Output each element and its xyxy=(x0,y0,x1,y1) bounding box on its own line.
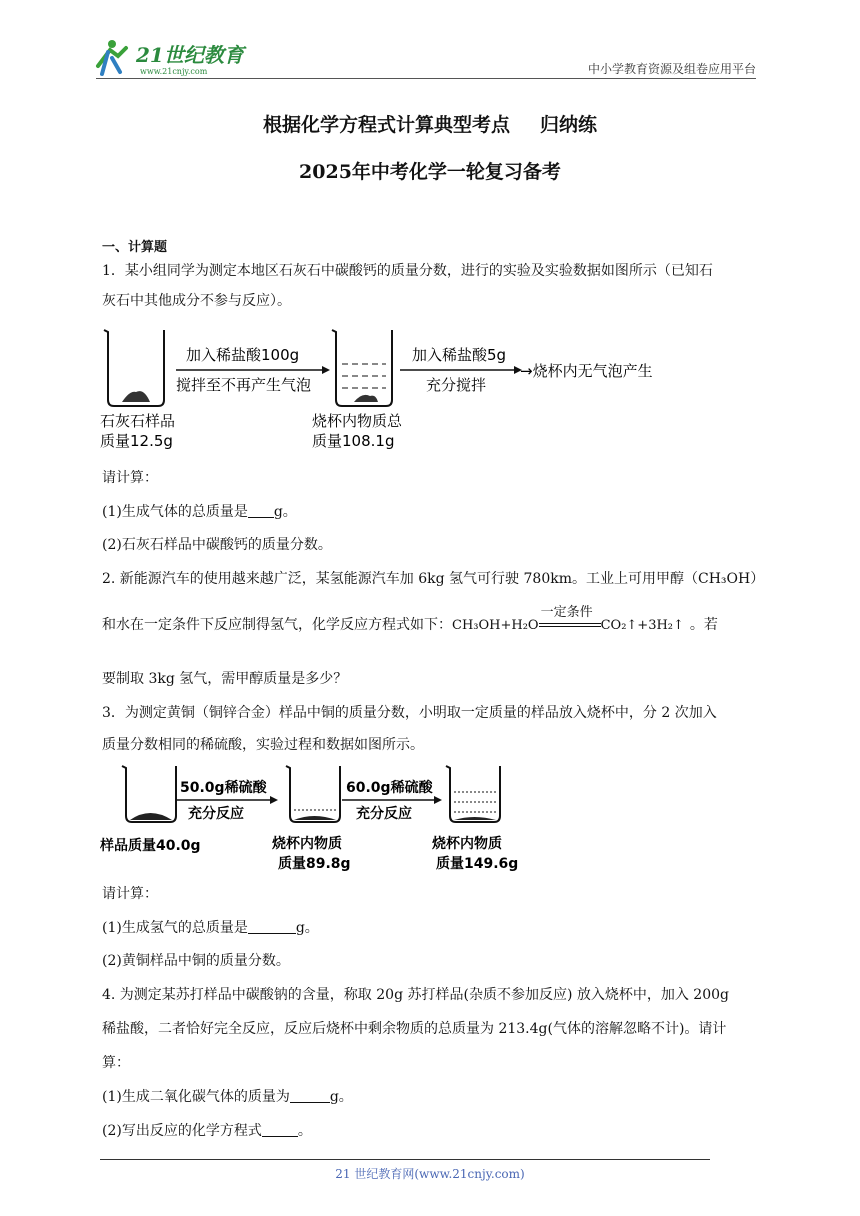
logo-text: 21世纪教育 xyxy=(136,43,244,67)
chemical-equation: CH₃OH+H₂O 一定条件 CO₂↑+3H₂↑ xyxy=(452,605,684,633)
section-heading: 一、计算题 xyxy=(102,240,168,255)
platform-name: 中小学教育资源及组卷应用平台 xyxy=(587,62,756,76)
svg-text:质量12.5g: 质量12.5g xyxy=(100,432,173,450)
footer-divider xyxy=(100,1159,710,1160)
q1-stem-2: 灰石中其他成分不参与反应）。 xyxy=(102,293,291,309)
site-logo xyxy=(92,36,262,80)
svg-text:样品质量40.0g: 样品质量40.0g xyxy=(100,838,201,854)
q3-part2: (2)黄铜样品中铜的质量分数。 xyxy=(102,953,290,969)
page-title: 根据化学方程式计算典型考点 归纳练 xyxy=(262,114,598,136)
runner-logo-icon xyxy=(98,40,126,74)
answer-blank[interactable] xyxy=(262,1122,298,1137)
q1-part2: (2)石灰石样品中碳酸钙的质量分数。 xyxy=(102,537,332,553)
beaker-icon xyxy=(104,330,164,406)
q4-line-2: 稀盐酸，二者恰好完全反应，反应后烧杯中剩余物质的总质量为 213.4g(气体的溶解忽略不计)。请计 xyxy=(102,1021,727,1037)
q1-ask: 请计算： xyxy=(102,470,158,486)
q3-stem-1: 3．为测定黄铜（铜锌合金）样品中铜的质量分数，小明取一定质量的样品放入烧杯中，分 2 次加入 xyxy=(102,705,717,721)
svg-text:充分反应: 充分反应 xyxy=(188,806,244,822)
svg-text:加入稀盐酸100g: 加入稀盐酸100g xyxy=(186,346,300,364)
answer-blank[interactable] xyxy=(290,1088,330,1103)
beaker-icon xyxy=(446,766,500,822)
answer-blank[interactable] xyxy=(248,503,274,518)
svg-text:烧杯内物质: 烧杯内物质 xyxy=(272,836,342,852)
svg-text:60.0g稀硫酸: 60.0g稀硫酸 xyxy=(346,780,433,796)
q4-part1: (1)生成二氧化碳气体的质量为 g。 xyxy=(102,1089,353,1105)
logo-url: www.21cnjy.com xyxy=(140,67,208,76)
header-divider xyxy=(96,78,756,79)
svg-text:烧杯内物质: 烧杯内物质 xyxy=(432,836,502,852)
svg-text:加入稀盐酸5g: 加入稀盐酸5g xyxy=(412,346,507,364)
q1-figure xyxy=(100,326,680,454)
svg-text:50.0g稀硫酸: 50.0g稀硫酸 xyxy=(180,780,267,796)
beaker-icon xyxy=(286,766,340,822)
svg-text:充分反应: 充分反应 xyxy=(356,806,412,822)
beaker-icon xyxy=(332,330,392,406)
q2-line-3: 要制取 3kg 氢气，需甲醇质量是多少？ xyxy=(102,671,348,687)
page-subtitle: 2025年中考化学一轮复习备考 xyxy=(299,161,561,183)
svg-text:石灰石样品: 石灰石样品 xyxy=(100,412,176,430)
svg-text:质量108.1g: 质量108.1g xyxy=(312,432,395,450)
q2-line-1: 2. 新能源汽车的使用越来越广泛，某氢能源汽车加 6kg 氢气可行驶 780km。工业上可用甲醇（CH₃OH） xyxy=(102,571,765,587)
svg-text:搅拌至不再产生气泡: 搅拌至不再产生气泡 xyxy=(176,376,312,394)
q4-line-1: 4. 为测定某苏打样品中碳酸钠的含量，称取 20g 苏打样品(杂质不参加反应) 放入烧杯中，加入 200g xyxy=(102,987,729,1003)
q4-part2: (2)写出反应的化学方程式 。 xyxy=(102,1123,312,1139)
q3-ask: 请计算： xyxy=(102,886,158,902)
q1-stem-1: 1．某小组同学为测定本地区石灰石中碳酸钙的质量分数，进行的实验及实验数据如图所示（已知石 xyxy=(102,263,713,279)
svg-text:→烧杯内无气泡产生: →烧杯内无气泡产生 xyxy=(520,362,653,380)
q1-part1: (1)生成气体的总质量是 g。 xyxy=(102,504,297,520)
answer-blank[interactable] xyxy=(248,919,296,934)
svg-text:质量149.6g: 质量149.6g xyxy=(436,856,519,872)
svg-text:充分搅拌: 充分搅拌 xyxy=(426,376,487,394)
q3-figure xyxy=(100,762,540,878)
svg-text:烧杯内物质总: 烧杯内物质总 xyxy=(312,412,403,430)
footer-link[interactable]: 21 世纪教育网(www.21cnjy.com) xyxy=(335,1167,525,1181)
q3-stem-2: 质量分数相同的稀硫酸，实验过程和数据如图所示。 xyxy=(102,737,424,753)
q4-line-3: 算： xyxy=(102,1055,130,1071)
beaker-icon xyxy=(122,766,176,822)
q3-part1: (1)生成氢气的总质量是 g。 xyxy=(102,920,319,936)
q2-line-2: 和水在一定条件下反应制得氢气，化学反应方程式如下：CH₃OH+H₂O 一定条件 CO₂↑+3H₂↑ 。若 xyxy=(102,614,762,637)
svg-text:质量89.8g: 质量89.8g xyxy=(278,856,351,872)
